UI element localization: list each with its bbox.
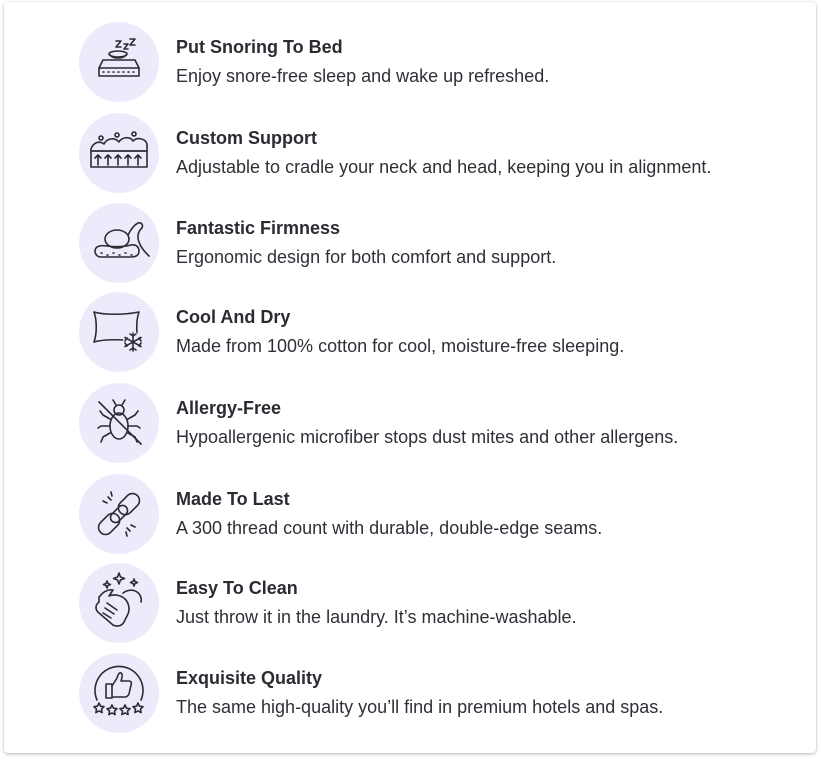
feature-title: Exquisite Quality: [176, 668, 323, 688]
mattress-snore-icon: [79, 22, 159, 102]
feature-item: [79, 383, 779, 467]
feature-item: [79, 203, 779, 287]
feature-description: The same high-quality you’ll find in premium hotels and spas.: [176, 697, 664, 717]
thumbs-up-stars-icon: [79, 653, 159, 733]
feature-description: A 300 thread count with durable, double-edge seams.: [176, 518, 603, 538]
feature-description: Ergonomic design for both comfort and support.: [176, 247, 557, 267]
feature-item: [79, 22, 779, 106]
feature-title: Cool And Dry: [176, 307, 291, 327]
head-pillow-icon: [79, 203, 159, 283]
feature-item: [79, 653, 779, 737]
feature-description: Made from 100% cotton for cool, moisture-free sleeping.: [176, 336, 625, 356]
feature-description: Adjustable to cradle your neck and head, keeping you in alignment.: [176, 157, 712, 177]
no-bug-icon: [79, 383, 159, 463]
washing-hands-icon: [79, 563, 159, 643]
feature-item: [79, 563, 779, 647]
feature-title: Fantastic Firmness: [176, 218, 341, 238]
feature-title: Put Snoring To Bed: [176, 37, 343, 57]
pillow-snowflake-icon: [79, 292, 159, 372]
feature-description: Hypoallergenic microfiber stops dust mites and other allergens.: [176, 427, 679, 447]
foam-support-icon: [79, 113, 159, 193]
feature-title: Allergy-Free: [176, 398, 282, 418]
feature-description: Enjoy snore-free sleep and wake up refreshed.: [176, 66, 550, 86]
feature-item: [79, 292, 779, 376]
feature-title: Made To Last: [176, 489, 290, 509]
feature-item: [79, 474, 779, 558]
features-card: [4, 2, 816, 753]
feature-description: Just throw it in the laundry. It’s machine-washable.: [176, 607, 577, 627]
feature-title: Easy To Clean: [176, 578, 298, 598]
feature-title: Custom Support: [176, 128, 317, 148]
chain-link-icon: [79, 474, 159, 554]
feature-item: [79, 113, 779, 197]
